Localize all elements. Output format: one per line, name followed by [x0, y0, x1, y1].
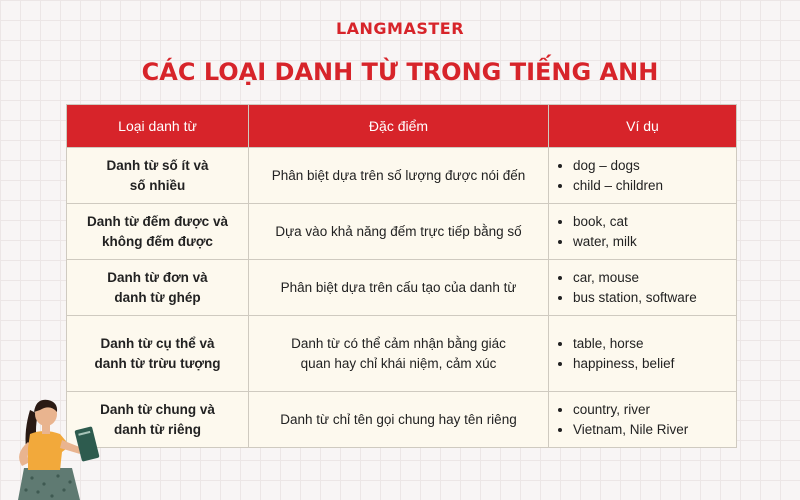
noun-type-cell — [67, 204, 249, 260]
example-item: • water, milk — [573, 232, 728, 252]
feature-line: quan hay chỉ khái niệm, cảm xúc — [300, 355, 497, 371]
feature-cell — [249, 260, 549, 316]
header-noun-type: Loại danh từ — [67, 105, 249, 148]
example-list — [557, 212, 728, 252]
example-cell — [549, 316, 737, 392]
header-feature: Đặc điểm — [249, 105, 549, 148]
example-item: • table, horse — [573, 334, 728, 354]
noun-type-line: danh từ ghép — [114, 289, 201, 305]
feature-cell — [249, 392, 549, 448]
noun-type-line: Danh từ số ít và — [106, 157, 209, 173]
example-list — [557, 400, 728, 440]
example-cell — [549, 260, 737, 316]
noun-type-line: Danh từ đơn và — [107, 269, 208, 285]
example-item: • car, mouse — [573, 268, 728, 288]
noun-type-line: Danh từ chung và — [100, 401, 215, 417]
noun-type-cell — [67, 260, 249, 316]
noun-type-line: Danh từ đếm được và — [87, 213, 228, 229]
feature-line: Phân biệt dựa trên cấu tạo của danh từ — [280, 279, 517, 295]
table-row — [67, 204, 737, 260]
noun-type-line: không đếm được — [102, 233, 213, 249]
woman-holding-book-icon — [0, 390, 120, 500]
example-item: • child – children — [573, 176, 728, 196]
noun-type-line: danh từ riêng — [113, 421, 202, 437]
table-row — [67, 148, 737, 204]
page-title: CÁC LOẠI DANH TỪ TRONG TIẾNG ANH — [141, 58, 659, 86]
table-header-row — [67, 105, 737, 148]
example-list — [557, 268, 728, 308]
feature-line: Phân biệt dựa trên số lượng được nói đến — [271, 167, 526, 183]
example-list — [557, 334, 728, 374]
example-item: • country, river — [573, 400, 728, 420]
table-row — [67, 316, 737, 392]
feature-line: Dựa vào khả năng đếm trực tiếp bằng số — [275, 223, 522, 239]
example-cell — [549, 392, 737, 448]
noun-types-table — [66, 104, 737, 448]
table-row — [67, 392, 737, 448]
table-row — [67, 260, 737, 316]
header-example: Ví dụ — [549, 105, 737, 148]
example-item: • dog – dogs — [573, 156, 728, 176]
feature-line: Danh từ có thể cảm nhận bằng giác — [291, 335, 506, 351]
noun-type-line: số nhiều — [129, 177, 186, 193]
noun-type-line: danh từ trừu tượng — [94, 355, 221, 371]
example-item: • bus station, software — [573, 288, 728, 308]
brand-logo: LANGMASTER — [335, 19, 465, 38]
example-item: • Vietnam, Nile River — [573, 420, 728, 440]
example-cell — [549, 148, 737, 204]
noun-type-cell — [67, 316, 249, 392]
noun-type-line: Danh từ cụ thể và — [100, 335, 215, 351]
feature-line: Danh từ chỉ tên gọi chung hay tên riêng — [280, 411, 517, 427]
feature-cell — [249, 204, 549, 260]
example-item: • book, cat — [573, 212, 728, 232]
example-item: • happiness, belief — [573, 354, 728, 374]
feature-cell — [249, 316, 549, 392]
feature-cell — [249, 148, 549, 204]
example-list — [557, 156, 728, 196]
example-cell — [549, 204, 737, 260]
noun-type-cell — [67, 148, 249, 204]
